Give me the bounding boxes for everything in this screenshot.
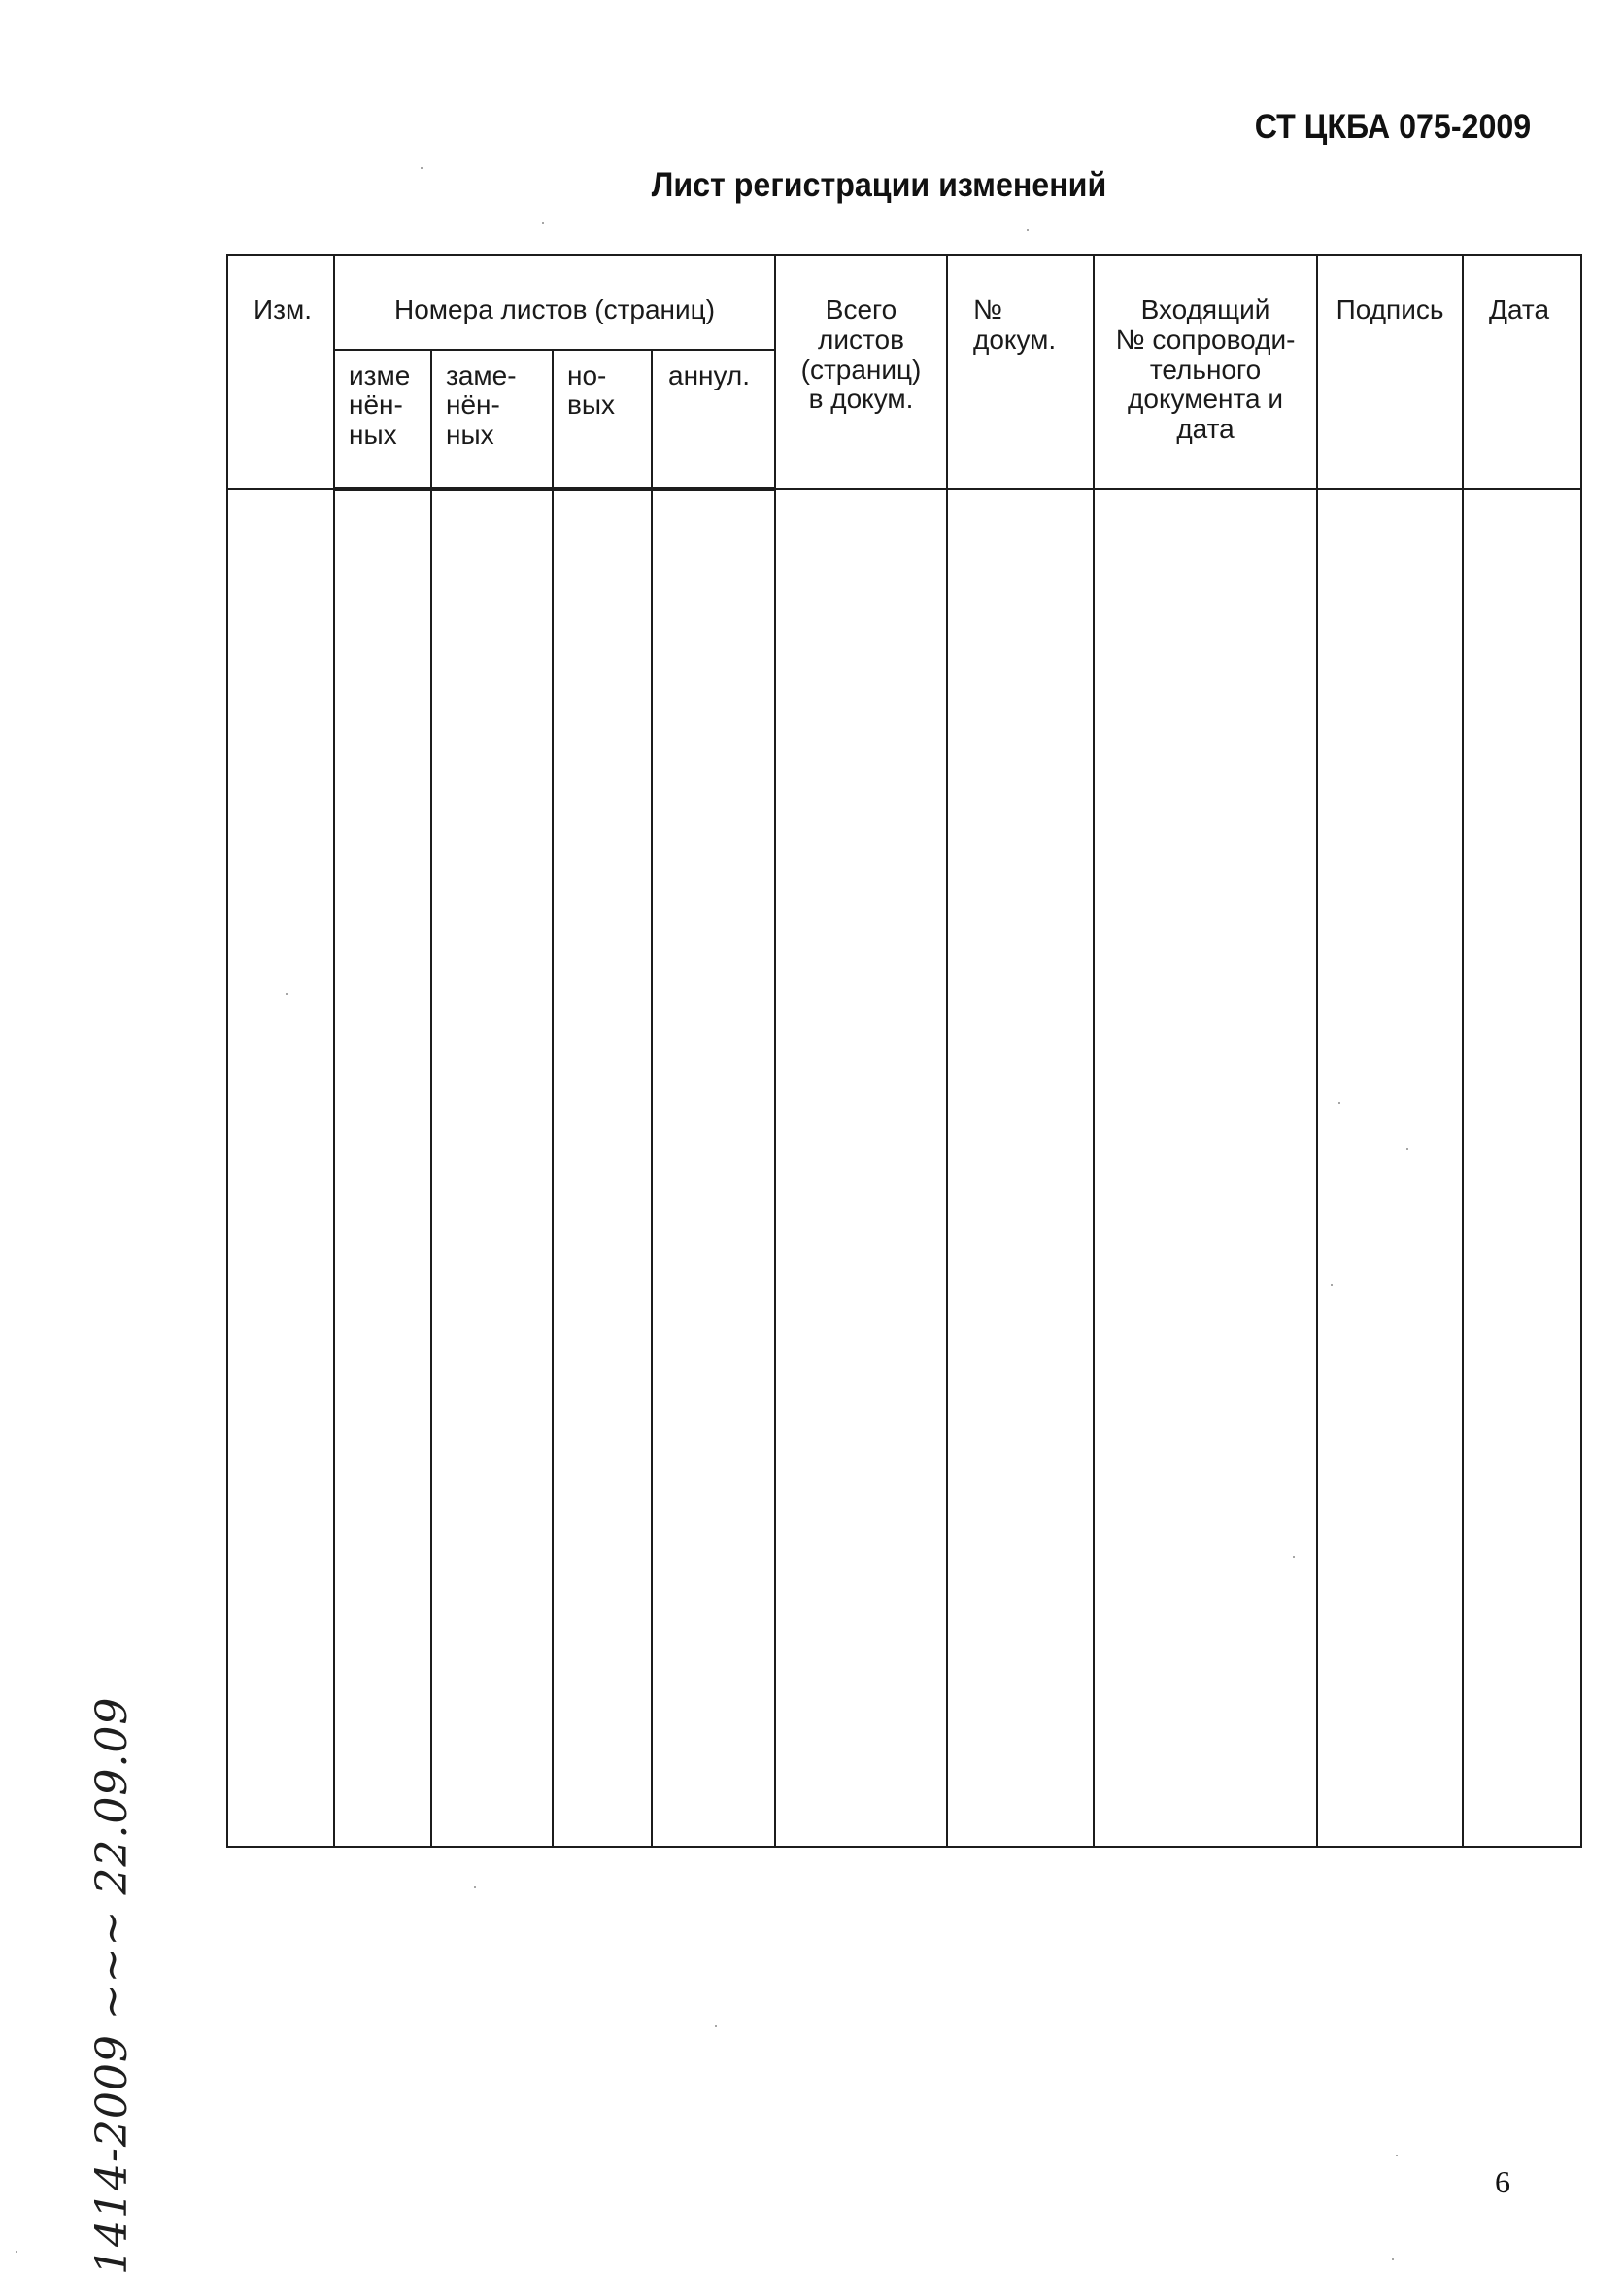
body-cell-changed[interactable]	[334, 489, 431, 1848]
change-registration-table	[226, 254, 1582, 1848]
subheader-annulled-cell	[652, 350, 775, 489]
body-cell-annulled[interactable]	[652, 489, 775, 1848]
header-incoming-cell	[1094, 255, 1317, 489]
sheet-title: Лист регистрации изменений	[651, 166, 1107, 204]
scan-speck	[16, 2251, 17, 2253]
header-sheet-numbers-cell	[334, 255, 775, 350]
subheader-replaced-label: заме- нён- ных	[446, 359, 517, 451]
handwritten-registration-note: 1414-2009 ~~~ 22.09.09	[87, 1696, 137, 2275]
body-cell-replaced[interactable]	[431, 489, 553, 1848]
header-incoming-label: Входящий № сопроводи- тельного документа и дата	[1115, 294, 1296, 445]
subheader-changed-cell	[334, 350, 431, 489]
header-signature-label: Подпись	[1336, 294, 1444, 324]
document-code: СТ ЦКБА 075-2009	[1254, 108, 1531, 146]
header-signature-cell	[1317, 255, 1463, 489]
header-change-cell	[227, 255, 334, 489]
header-change-label: Изм.	[254, 294, 312, 324]
subheader-changed-label: изме нён- ных	[349, 359, 411, 451]
scan-speck	[421, 167, 423, 169]
scan-speck	[286, 993, 288, 995]
body-cell-new[interactable]	[553, 489, 652, 1848]
scan-speck	[715, 2025, 717, 2027]
scan-speck	[542, 222, 544, 224]
body-cell-change[interactable]	[227, 489, 334, 1848]
body-cell-signature[interactable]	[1317, 489, 1463, 1848]
subheader-new-cell	[553, 350, 652, 489]
header-doc-number-cell	[947, 255, 1094, 489]
scan-speck	[474, 1886, 476, 1888]
header-total-label: Всего листов (страниц) в докум.	[800, 294, 922, 415]
table-header-row-1	[227, 255, 1581, 350]
page-number: 6	[1495, 2164, 1510, 2199]
subheader-replaced-cell	[431, 350, 553, 489]
header-sheet-numbers-label: Номера листов (страниц)	[394, 294, 716, 324]
scan-speck	[1396, 2155, 1398, 2156]
table-body-row	[227, 489, 1581, 1848]
body-cell-incoming[interactable]	[1094, 489, 1317, 1848]
header-date-label: Дата	[1489, 294, 1550, 324]
header-total-cell	[775, 255, 947, 489]
header-date-cell	[1463, 255, 1581, 489]
body-cell-date[interactable]	[1463, 489, 1581, 1848]
scan-speck	[1293, 1556, 1295, 1558]
header-doc-number-label: № докум.	[973, 294, 1057, 355]
scan-speck	[1331, 1284, 1333, 1286]
body-cell-doc-number[interactable]	[947, 489, 1094, 1848]
scan-speck	[1406, 1148, 1408, 1150]
scan-speck	[1338, 1102, 1340, 1104]
scan-speck	[1027, 229, 1029, 231]
subheader-annulled-label: аннул.	[668, 359, 750, 390]
body-cell-total[interactable]	[775, 489, 947, 1848]
scan-speck	[1392, 2258, 1394, 2260]
subheader-new-label: но- вых	[567, 359, 615, 421]
